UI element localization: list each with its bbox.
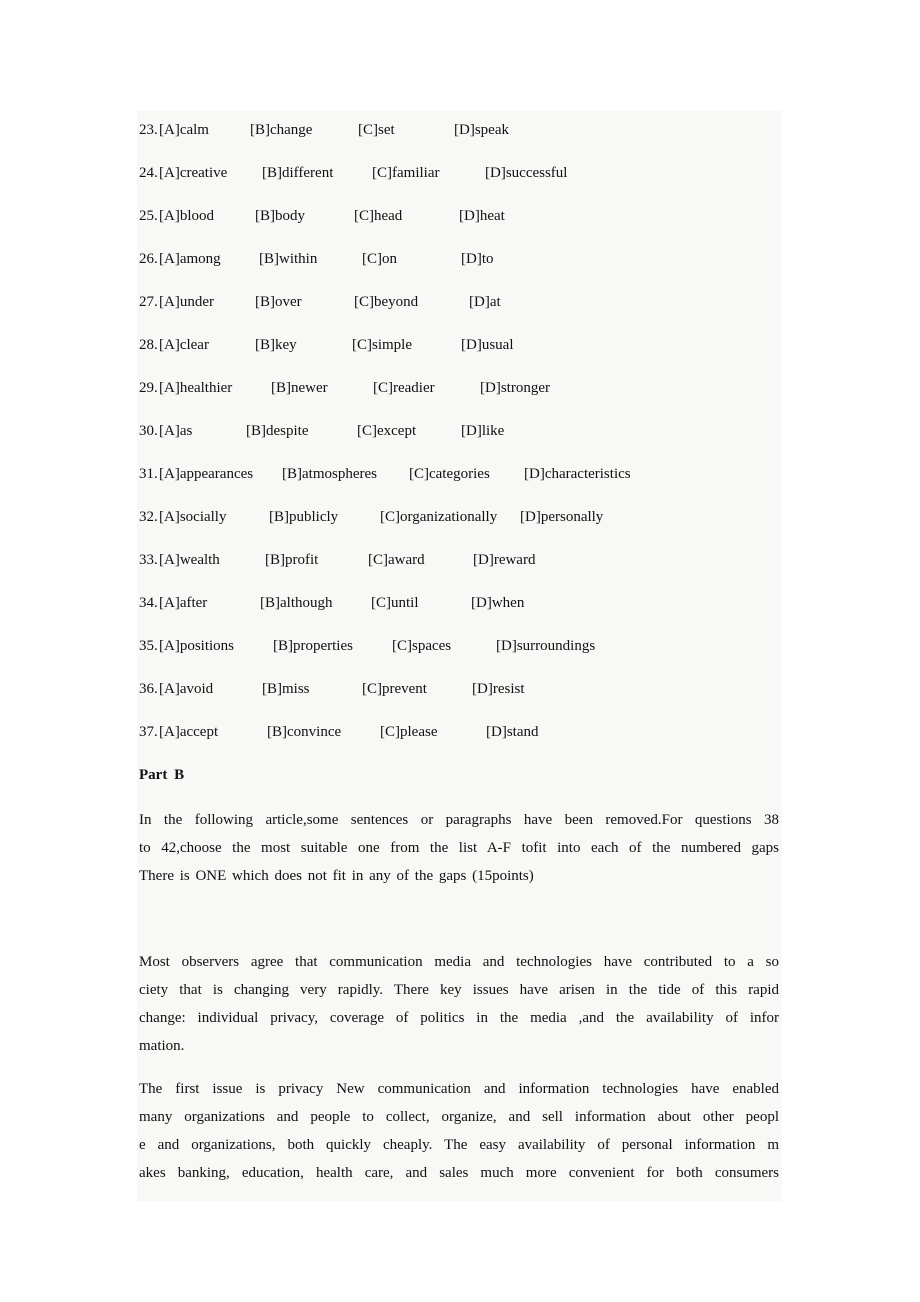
question-number: 31. <box>139 466 158 482</box>
option-c: [C]on <box>362 251 397 267</box>
article-paragraph-1 <box>139 948 779 1060</box>
option-b: [B]properties <box>273 638 353 654</box>
option-b: [B]publicly <box>269 509 339 525</box>
option-d: [D]characteristics <box>524 466 631 482</box>
option-b: [B]convince <box>267 724 342 740</box>
question-row <box>139 376 779 419</box>
option-a: [A]clear <box>159 337 209 353</box>
option-c: [C]beyond <box>354 294 419 310</box>
option-a: [A]appearances <box>159 466 254 482</box>
text-line: to 42,choose the most suitable one from the list A-F tofit into each of the numbered gaps <box>139 840 779 856</box>
question-row <box>139 591 779 634</box>
option-c: [C]except <box>357 423 417 439</box>
text-line: akes banking, education, health care, and sales much more convenient for both consumers <box>139 1165 779 1181</box>
question-number: 25. <box>139 208 158 224</box>
question-number: 26. <box>139 251 158 267</box>
option-b: [B]newer <box>271 380 328 396</box>
question-number: 28. <box>139 337 158 353</box>
option-d: [D]at <box>469 294 501 310</box>
option-c: [C]prevent <box>362 681 427 697</box>
part-b-instructions <box>139 806 779 890</box>
option-a: [A]under <box>159 294 214 310</box>
option-b: [B]within <box>259 251 318 267</box>
text-line: In the following article,some sentences or paragraphs have been removed.For questions 38 <box>139 812 779 828</box>
option-b: [B]atmospheres <box>282 466 377 482</box>
option-c: [C]head <box>354 208 403 224</box>
question-list <box>139 118 779 763</box>
question-row <box>139 419 779 462</box>
document-content <box>139 118 779 1187</box>
option-a: [A]as <box>159 423 193 439</box>
text-line: change: individual privacy, coverage of politics in the media ,and the availability of infor <box>139 1010 779 1026</box>
option-d: [D]stronger <box>480 380 550 396</box>
option-d: [D]when <box>471 595 525 611</box>
text-line: The first issue is privacy New communication and information technologies have enabled <box>139 1081 779 1097</box>
option-b: [B]over <box>255 294 302 310</box>
option-b: [B]key <box>255 337 297 353</box>
question-number: 33. <box>139 552 158 568</box>
question-number: 24. <box>139 165 158 181</box>
option-c: [C]spaces <box>392 638 452 654</box>
option-d: [D]speak <box>454 122 509 138</box>
question-row <box>139 118 779 161</box>
option-b: [B]profit <box>265 552 319 568</box>
option-d: [D]surroundings <box>496 638 596 654</box>
text-line: There is ONE which does not fit in any of the gaps (15points) <box>139 868 534 884</box>
question-row <box>139 290 779 333</box>
option-a: [A]wealth <box>159 552 220 568</box>
option-c: [C]award <box>368 552 425 568</box>
option-c: [C]categories <box>409 466 490 482</box>
text-line: Most observers agree that communication media and technologies have contributed to a so <box>139 954 779 970</box>
option-a: [A]after <box>159 595 208 611</box>
blank-space <box>139 890 779 948</box>
question-row <box>139 548 779 591</box>
option-c: [C]familiar <box>372 165 440 181</box>
option-c: [C]simple <box>352 337 412 353</box>
question-row <box>139 634 779 677</box>
question-number: 30. <box>139 423 158 439</box>
question-row <box>139 204 779 247</box>
option-b: [B]change <box>250 122 313 138</box>
question-number: 27. <box>139 294 158 310</box>
text-line: many organizations and people to collect, organize, and sell information about other peopl <box>139 1109 779 1125</box>
option-b: [B]miss <box>262 681 310 697</box>
option-d: [D]stand <box>486 724 539 740</box>
question-row <box>139 462 779 505</box>
option-d: [D]heat <box>459 208 505 224</box>
question-number: 34. <box>139 595 158 611</box>
option-d: [D]usual <box>461 337 514 353</box>
question-number: 36. <box>139 681 158 697</box>
option-b: [B]body <box>255 208 305 224</box>
option-d: [D]like <box>461 423 505 439</box>
question-number: 35. <box>139 638 158 654</box>
question-row <box>139 505 779 548</box>
article-paragraph-2 <box>139 1075 779 1187</box>
question-number: 32. <box>139 509 158 525</box>
option-c: [C]set <box>358 122 395 138</box>
question-row <box>139 161 779 204</box>
option-b: [B]despite <box>246 423 309 439</box>
option-a: [A]calm <box>159 122 209 138</box>
option-a: [A]socially <box>159 509 227 525</box>
text-line: mation. <box>139 1038 185 1054</box>
question-number: 29. <box>139 380 158 396</box>
option-a: [A]avoid <box>159 681 214 697</box>
question-number: 23. <box>139 122 158 138</box>
option-a: [A]blood <box>159 208 214 224</box>
question-row <box>139 247 779 290</box>
option-a: [A]healthier <box>159 380 233 396</box>
text-line: e and organizations, both quickly cheaply. The easy availability of personal information m <box>139 1137 779 1153</box>
question-row <box>139 720 779 763</box>
text-line: ciety that is changing very rapidly. There key issues have arisen in the tide of this rapid <box>139 982 779 998</box>
option-a: [A]among <box>159 251 221 267</box>
option-a: [A]positions <box>159 638 234 654</box>
question-number: 37. <box>139 724 158 740</box>
option-d: [D]reward <box>473 552 536 568</box>
option-d: [D]personally <box>520 509 604 525</box>
question-row <box>139 333 779 376</box>
option-d: [D]resist <box>472 681 525 697</box>
option-c: [C]organizationally <box>380 509 498 525</box>
option-a: [A]accept <box>159 724 219 740</box>
option-d: [D]to <box>461 251 494 267</box>
option-c: [C]please <box>380 724 438 740</box>
option-b: [B]although <box>260 595 333 611</box>
option-a: [A]creative <box>159 165 228 181</box>
option-d: [D]successful <box>485 165 568 181</box>
option-c: [C]until <box>371 595 419 611</box>
part-b-heading: Part B <box>139 767 185 783</box>
option-c: [C]readier <box>373 380 435 396</box>
option-b: [B]different <box>262 165 334 181</box>
question-row <box>139 677 779 720</box>
